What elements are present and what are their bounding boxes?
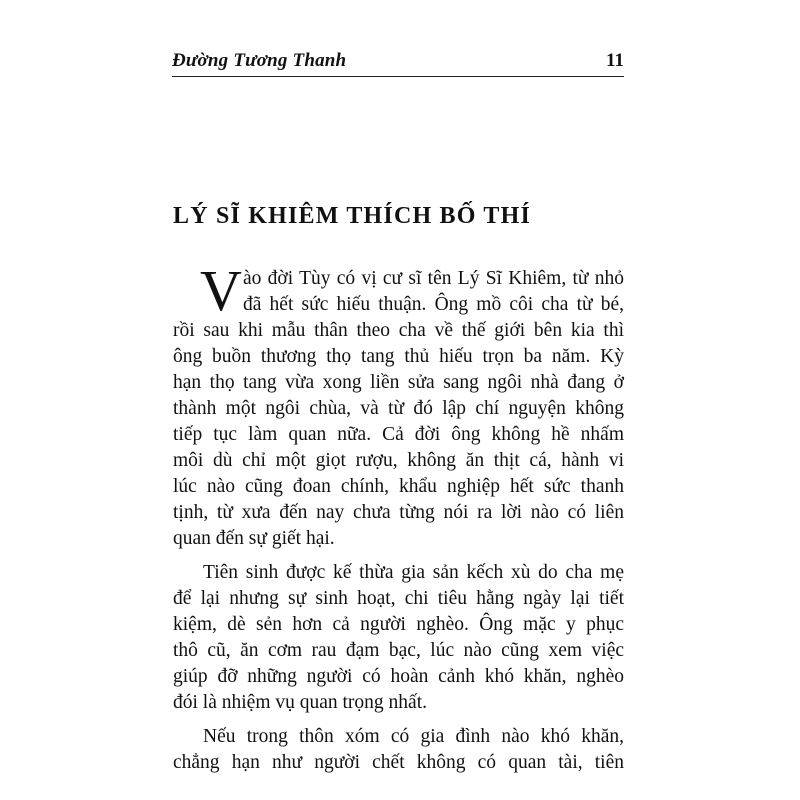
text-line: môi dù chỉ một giọt rượu, không ăn thịt cá, hành vi <box>173 450 624 471</box>
header-title: Đường Tương Thanh <box>172 50 347 71</box>
text-line: quan đến sự giết hại. <box>173 528 335 549</box>
text-line: chẳng hạn như người chết không có quan tài, tiên <box>173 752 624 773</box>
text-line: thô cũ, ăn cơm rau đạm bạc, lúc nào cũng xem việc <box>173 640 624 661</box>
text-line: Tiên sinh được kế thừa gia sản kếch xù do cha mẹ <box>203 562 624 583</box>
text-line: ào đời Tùy có vị cư sĩ tên Lý Sĩ Khiêm, từ nhỏ <box>243 268 624 289</box>
text-line: kiệm, dè sẻn hơn cả người nghèo. Ông mặc y phục <box>173 614 624 635</box>
text-line: Nếu trong thôn xóm có gia đình nào khó khăn, <box>203 726 624 747</box>
text-line: tịnh, từ xưa đến nay chưa từng nói ra lời nào có liên <box>173 502 624 523</box>
header-rule <box>172 76 624 77</box>
running-header <box>172 48 624 72</box>
text-line: thành một ngôi chùa, và từ đó lập chí nguyện không <box>173 398 624 419</box>
text-line: đói là nhiệm vụ quan trọng nhất. <box>173 692 427 713</box>
text-line: ông buồn thương thọ tang thủ hiếu trọn ba năm. Kỳ <box>173 346 624 367</box>
text-line: đã hết sức hiếu thuận. Ông mồ côi cha từ bé, <box>243 294 624 315</box>
text-line: rồi sau khi mẫu thân theo cha về thế giới bên kia thì <box>173 320 624 341</box>
page-number: 11 <box>606 50 624 71</box>
drop-cap: V <box>200 258 242 323</box>
text-line: để lại nhưng sự sinh hoạt, chi tiêu hằng ngày lại tiết <box>173 588 624 609</box>
text-line: tiếp tục làm quan nữa. Cả đời ông không hề nhấm <box>173 424 624 445</box>
text-line: giúp đỡ những người có hoàn cảnh khó khăn, nghèo <box>173 666 624 687</box>
chapter-title: LÝ SĨ KHIÊM THÍCH BỐ THÍ <box>173 203 532 229</box>
text-line: lúc nào cũng đoan chính, khẩu nghiệp hết sức thanh <box>173 476 624 497</box>
text-line: hạn thọ tang vừa xong liền sửa sang ngôi nhà đang ở <box>173 372 624 393</box>
